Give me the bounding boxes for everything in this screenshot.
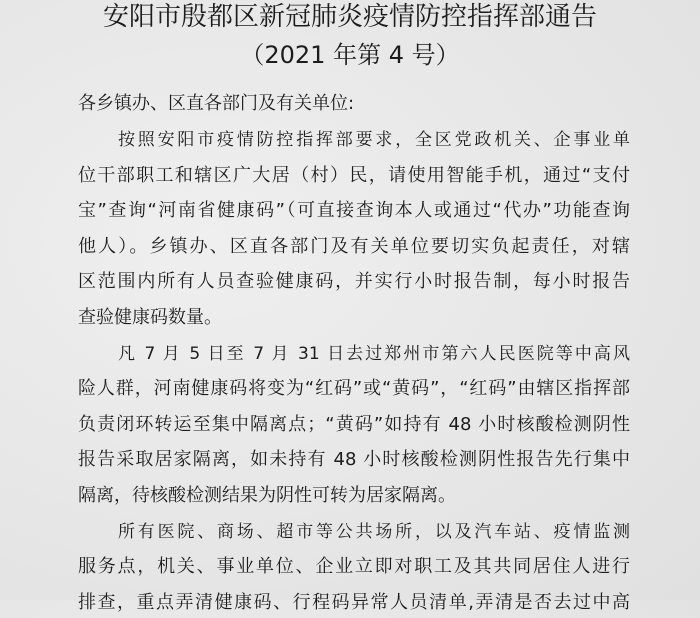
paragraph-line: 排查，重点弄清健康码、行程码异常人员清单,弄清是否去过中高 [78, 591, 630, 613]
paragraph-line: 隔离，待核酸检测结果为阴性可转为居家隔离。 [78, 485, 456, 506]
salutation: 各乡镇办、区直各部门及有关单位: [78, 93, 355, 114]
paragraph-line: 按照安阳市疫情防控指挥部要求，全区党政机关、企事业单 [118, 130, 630, 150]
paragraph-line: 查验健康码数量。 [78, 307, 222, 328]
paragraph-line: 所有医院、商场、超市等公共场所，以及汽车站、疫情监测 [118, 521, 630, 542]
paragraph-line: 位干部职工和辖区广大居（村）民，请使用智能手机，通过“支付 [78, 164, 630, 186]
paragraph-line: 凡 7 月 5 日至 7 月 31 日去过郑州市第六人民医院等中高风 [118, 343, 630, 364]
paragraph-line: 宝”查询“河南省健康码”（可直接查询本人或通过“代办”功能查询 [78, 200, 630, 222]
paragraph-line: 服务点，机关、事业单位、企业立即对职工及其共同居住人进行 [78, 556, 630, 578]
paragraph-line: 报告采取居家隔离，如未持有 48 小时核酸检测阴性报告先行集中 [78, 449, 630, 471]
document-number: （2021 年第 4 号） [240, 41, 460, 69]
paragraph-line: 他人）。乡镇办、区直各部门及有关单位要切实负起责任，对辖 [78, 235, 630, 257]
paragraph-line: 险人群，河南健康码将变为“红码”或“黄码”，“红码”由辖区指挥部 [78, 378, 630, 400]
document-title: 安阳市殷都区新冠肺炎疫情防控指挥部通告 [102, 2, 597, 32]
paragraph-line: 区范围内所有人员查验健康码，并实行小时报告制，每小时报告 [78, 271, 630, 293]
paragraph-line: 负责闭环转运至集中隔离点；“黄码”如持有 48 小时核酸检测阴性 [78, 413, 630, 435]
